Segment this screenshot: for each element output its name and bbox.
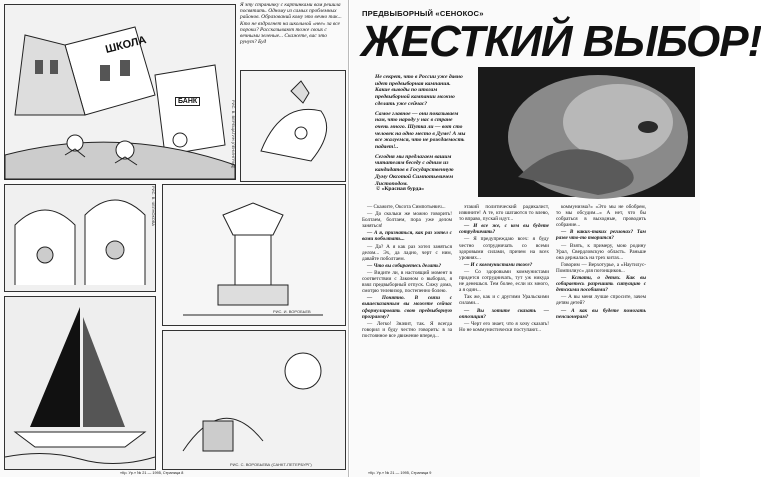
interview-answer: Говорим — Верхотурье, а «Наутилус-Помпилиус» для погонщиков... <box>556 261 646 274</box>
credit-2: РИС. В. ЧЕЛНОКОВА <box>151 186 156 227</box>
lead-paragraph: Не секрет, что в России уже давно идет предвыборная кампания. Какие выводы по итогам предвыборной кампании можно сделать уже сейчас? <box>375 74 463 107</box>
headline: ЖЕСТКИЙ ВЫБОР! <box>361 17 761 66</box>
interview-answer: — Скажите, Оксота Симпотьевич... <box>367 204 446 210</box>
credit-3: РИС. И. ВОРОБЬЕВ <box>273 309 311 314</box>
interview-question: — Что вы собираетесь делать? <box>367 262 442 269</box>
lead-paragraph: Сегодня мы предлагаем вашим читателям беседу с одним из кандидатов в Государственную Думу Оксотой Симпотьевичем Листоподом. <box>375 153 454 187</box>
cartoon-monument <box>162 184 346 326</box>
cartoon-monument-drawing <box>163 185 345 325</box>
school-sign: ШКОЛА <box>104 34 148 56</box>
cartoon-arches <box>4 184 156 292</box>
cartoon-sailboat <box>4 296 156 470</box>
left-page <box>0 0 349 477</box>
cartoon-hand-bird <box>240 70 346 182</box>
portrait-photo-drawing <box>478 67 695 197</box>
interview-answer: коммунизма?» «Это мы не обобрем, то мы обсудим...» А нет, что бы собраться в выходные, проводить собрание... <box>556 204 646 229</box>
cartoon-sailboat-drawing <box>5 297 155 469</box>
cartoon-school-street <box>4 4 236 180</box>
interview-answer: — Черт его знает, что я хочу сказать! Но не коммунистически поступают... <box>459 320 549 333</box>
section-kicker: ПРЕДВЫБОРНЫЙ «СЕНОКОС» <box>362 9 484 18</box>
interview-answer: — А вы меня лучше спросите, зачем детям детей? <box>556 294 646 307</box>
credit-1: РИС. В. ВЕРЕЩАГИН (ЛЕНИНГРАД) <box>231 100 236 169</box>
interview-answer: — Взять, к примеру, мою родину Урал, Свердловскую область. Раньше она держалась на трех китах... <box>556 242 646 261</box>
left-folio: «Кр. Ур.» № 21 — 1995, Страница 8 <box>120 471 184 475</box>
bank-sign: БАНК <box>175 97 200 106</box>
interview-answer: — Легко! Значит, так. Я всегда говорил и буду честно говорить: в за постоянное все движение вперед... <box>362 320 452 339</box>
interview-answer: Так же, как и с другими Уральскими силами... <box>459 294 549 307</box>
interview-answer: — До скольки же можно говорить! Болтаем, болтаем, пора уже делом заняться! <box>362 211 452 230</box>
source-badge: © «Красная бурда» <box>376 186 425 192</box>
lead-text <box>375 74 467 190</box>
article-column <box>459 204 549 464</box>
cartoon-scene-drawing <box>163 331 345 469</box>
interview-answer: — Видите ли, в настоящий момент в соответствии с Законом о выборах, я взял предвыборный отпуск. Сижу дома, смотрю телевизор, постепенно болею. <box>362 269 452 295</box>
interview-question: — А как вы будете помогать пенсионерам? <box>556 307 646 320</box>
portrait-photo <box>478 67 695 197</box>
interview-question: — И все же, с кем вы будете сотрудничать? <box>459 223 549 236</box>
right-folio: «Кр. Ур.» № 21 — 1995, Страница 9 <box>368 471 432 475</box>
credit-5: РИС. С. ВОРОБЬЕВА (САНКТ-ПЕТЕРБУРГ) <box>230 462 312 467</box>
cartoon-school-street-drawing <box>5 5 235 179</box>
article-column <box>362 204 452 464</box>
lead-paragraph: Самое главное — они показываем нам, что народу у нас в стране очень много. Шутка ли — вот сто человек на одно место в Думе! А мы все жалуемся, что не рождаемость падает!.. <box>375 110 466 151</box>
cartoon-arches-drawing <box>5 185 155 291</box>
interview-answer: этакий политический радикалист, извините! А те, кто шатаются то влево, то вправо, пускай идут... <box>459 204 549 223</box>
interview-question: — Понятно. В связи с вышесказанным вы можете сейчас сформулировать свою предвыборную программу? <box>362 295 452 320</box>
interview-answer: — Я предупреждаю всех: я буду честно сотрудничать со всеми здоровыми силами, причем на всех уровнях... <box>459 236 549 261</box>
interview-question: — Кстати, о детях. Как вы собираетесь разрешить ситуацию с детскими пособиями? <box>556 275 646 294</box>
intro-text: Я эту страничку с картинками вам решила посвятить. Одному из самых проблемных районов. Образований кому это вечно так... Кто не вздрогнет на школьной «нее» за все пороки? Рассказывают тоже своих с вечными зеленые... Скажете, вас это рунут? Буд <box>240 2 342 46</box>
interview-question: — Вы хотите сказать — оппозиция? <box>459 307 549 320</box>
interview-answer: — Со здоровыми коммунистами придется сотрудничать, тут уж никуда не денешься. Тем более, если их много, а я один... <box>459 268 549 294</box>
cartoon-hand-bird-drawing <box>241 71 345 181</box>
article-column <box>556 204 646 464</box>
interview-question: — В каких-таких регионах? Там разве что-то творится? <box>556 229 646 242</box>
cartoon-scene <box>162 330 346 470</box>
interview-answer: — Да? А я как раз хотел заняться делом... Эх, да ладно, черт с ним, давайте поболтаем. <box>362 243 452 262</box>
interview-question: — И с коммунистами тоже? <box>464 261 533 268</box>
interview-question: — А я, признаться, как раз хотел с вами поболтать... <box>362 230 452 243</box>
